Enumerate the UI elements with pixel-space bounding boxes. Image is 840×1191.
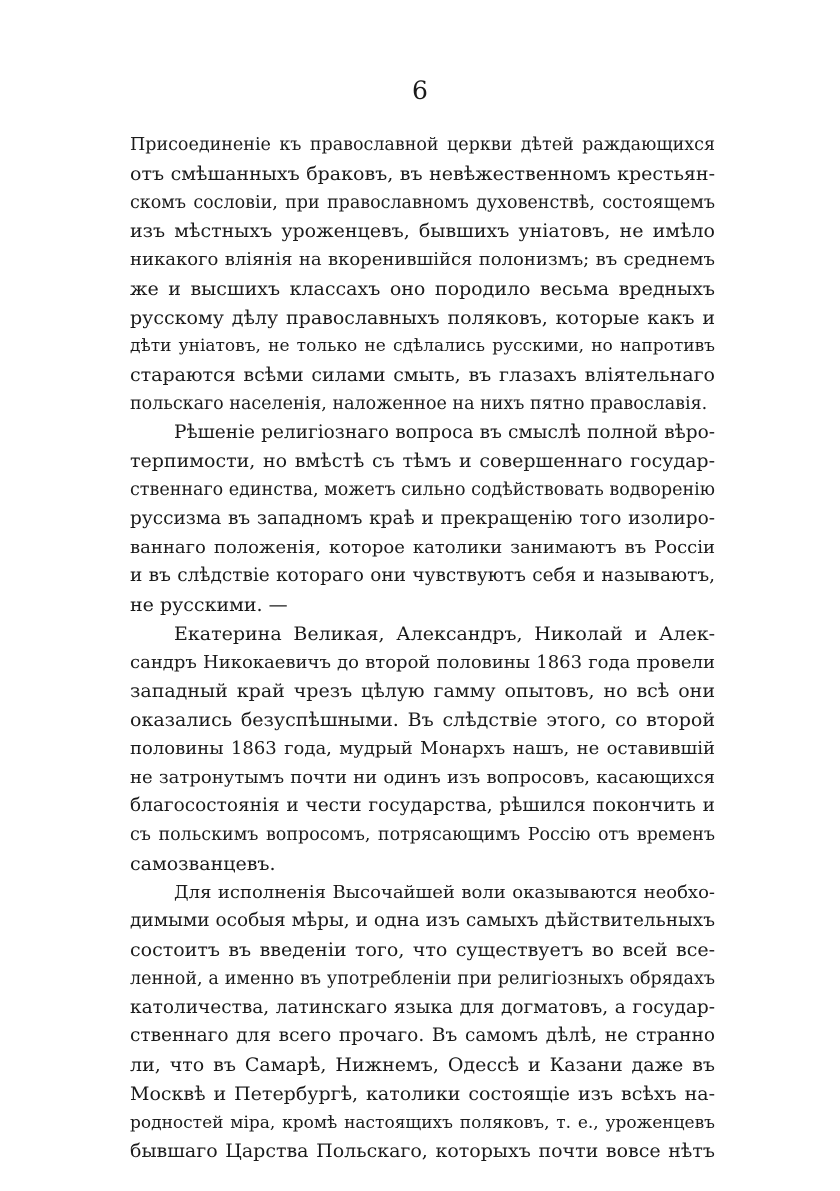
text-line: западный край чрезъ цѣлую гамму опытовъ, но всѣ они [130, 680, 715, 703]
text-line: съ польскимъ вопросомъ, потрясающимъ Россію отъ временъ [130, 825, 715, 845]
text-line: ленной, а именно въ употребленіи при религіозныхъ обрядахъ [130, 968, 715, 989]
text-line: руссизма въ западномъ краѣ и прекращенію того изолиро- [130, 507, 715, 529]
page-number: 6 [412, 76, 428, 105]
text-line: польскаго населенія, наложенное на нихъ пятно православія. [130, 393, 708, 414]
text-line: благосостоянія и чести государства, рѣшился покончить и [130, 795, 715, 817]
text-line: ственнаго для всего прочаго. Въ самомъ дѣлѣ, не странно [130, 1025, 715, 1047]
text-line: скомъ сословіи, при православномъ духовенствѣ, состоящемъ [130, 192, 715, 213]
text-line: терпимости, но вмѣстѣ съ тѣмъ и совершеннаго государ- [130, 450, 715, 473]
body-text [130, 131, 715, 1166]
text-line: димыми особыя мѣры, и одна изъ самыхъ дѣйствительныхъ [130, 910, 715, 932]
paragraph-first-line: Екатерина Великая, Александръ, Николай и Алек- [174, 622, 715, 645]
text-line: же и высшихъ классахъ оно породило весьма вредныхъ [130, 277, 715, 300]
text-line: никакого вліянія на вкоренившійся полонизмъ; въ среднемъ [130, 249, 715, 270]
text-line: оказались безуспѣшными. Въ слѣдствіе этого, со второй [130, 709, 715, 731]
text-line: католичества, латинскаго языка для догматовъ, а государ- [130, 996, 715, 1018]
text-line: ственнаго единства, можетъ сильно содѣйствовать водворенію [130, 480, 715, 500]
text-line: и въ слѣдствіе котораго они чувствуютъ себя и называютъ, [130, 565, 715, 587]
text-line: родностей міра, кромѣ настоящихъ поляковъ, т. е., уроженцевъ [130, 1112, 715, 1133]
text-line: дѣти уніатовъ, не только не сдѣлались русскими, но напротивъ [130, 336, 715, 357]
text-line: состоитъ въ введеніи того, что существуетъ во всей все- [130, 939, 715, 961]
paragraph-first-line: Для исполненія Высочайшей воли оказываются необхо- [174, 881, 715, 903]
text-line: бывшаго Царства Польскаго, которыхъ почти вовсе нѣтъ [130, 1140, 715, 1163]
text-line: отъ смѣшанныхъ браковъ, въ невѣжественномъ крестьян- [130, 162, 715, 185]
text-line: ваннаго положенія, которое католики занимаютъ въ Россіи [130, 536, 715, 558]
text-line: сандръ Никокаевичъ до второй половины 1863 года провели [130, 651, 715, 673]
paragraph-first-line: Рѣшеніе религіознаго вопроса въ смыслѣ полной вѣро- [174, 421, 715, 443]
text-line: не затронутымъ почти ни одинъ изъ вопросовъ, касающихся [130, 766, 715, 788]
text-line: русскому дѣлу православныхъ поляковъ, которые какъ и [130, 306, 715, 329]
text-line: изъ мѣстныхъ уроженцевъ, бывшихъ уніатовъ, не имѣло [130, 220, 715, 243]
text-line: Москвѣ и Петербургѣ, католики состоящіе изъ всѣхъ на- [130, 1082, 715, 1105]
text-line: половины 1863 года, мудрый Монархъ нашъ, не оставившій [130, 737, 715, 759]
text-line: ли, что въ Самарѣ, Нижнемъ, Одессѣ и Казани даже въ [130, 1054, 715, 1076]
text-line: не русскими. — [130, 594, 288, 616]
text-line: Присоединеніе къ православной церкви дѣтей раждающихся [130, 135, 715, 155]
text-line: самозванцевъ. [130, 852, 276, 875]
text-line: стараются всѣми силами смыть, въ глазахъ вліятельнаго [130, 364, 715, 386]
